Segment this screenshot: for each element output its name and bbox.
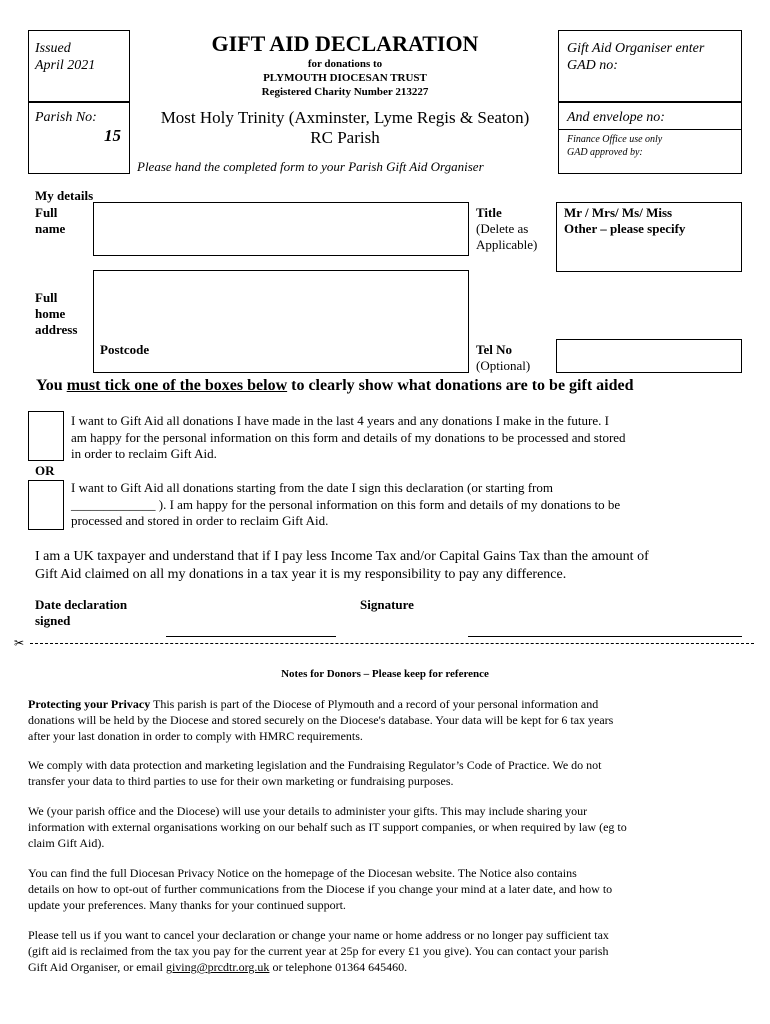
gift-aid-from-date-text: I want to Gift Aid all donations starting from the date I sign this declaration (or starting from _____________ ). I am happy for the personal information on this form and details of my donations to be processed and stored in order to reclaim Gift Aid. <box>71 480 621 528</box>
parish-name: Most Holy Trinity (Axminster, Lyme Regis & Seaton) RC Parish <box>160 108 530 147</box>
organiser-label: Gift Aid Organiser enter GAD no: <box>567 41 705 73</box>
signature-line[interactable] <box>468 636 742 637</box>
title-label: Title (Delete as Applicable) <box>476 205 538 252</box>
signature-label: Signature <box>360 597 414 612</box>
form-title: GIFT AID DECLARATION <box>211 31 479 56</box>
address-field[interactable] <box>93 270 469 373</box>
envelope-divider <box>558 129 742 130</box>
notes-compliance: We comply with data protection and marketing legislation and the Fundraising Regulator’s Code of Practice. We do not transfer your data to third parties to use for their own marketing or fundraising purposes. <box>28 758 602 788</box>
envelope-label: And envelope no: <box>567 110 665 125</box>
hand-in-note: Please hand the completed form to your Parish Gift Aid Organiser <box>137 159 484 174</box>
notes-heading: Notes for Donors – Please keep for reference <box>281 668 489 680</box>
tel-field[interactable] <box>556 339 742 373</box>
date-signed-line[interactable] <box>166 636 336 637</box>
full-name-label: Full name <box>35 205 66 236</box>
cut-line <box>30 643 754 644</box>
finance-office-note: Finance Office use only GAD approved by: <box>567 134 663 158</box>
gift-aid-from-date-checkbox[interactable] <box>28 480 64 530</box>
notes-cancel: Please tell us if you want to cancel your declaration or change your name or home address or no longer pay sufficient tax (gift aid is reclaimed from the tax you pay for the current year at 25p for every £1 you give). You can contact your parish Gift Aid Organiser, or email giving@prcdtr.org.uk or telephone 01364 645460. <box>28 928 609 974</box>
tel-label: Tel No (Optional) <box>476 342 531 373</box>
parish-no-value: 15 <box>104 126 121 145</box>
postcode-label: Postcode <box>100 342 150 357</box>
title-subtext-1: for donations to <box>307 58 383 70</box>
title-subtext-3: Registered Charity Number 213227 <box>261 86 429 98</box>
notes-usage: We (your parish office and the Diocese) will use your details to administer your gifts. This may include sharing your information with external organisations working on our behalf such as IT support companies, or when required by law (eg to claim Gift Aid). <box>28 804 627 850</box>
title-options: Mr / Mrs/ Ms/ Miss Other – please specify <box>564 205 686 236</box>
or-label: OR <box>35 463 55 478</box>
issued-label: Issued April 2021 <box>35 41 96 73</box>
tick-heading: You must tick one of the boxes below to clearly show what donations are to be gift aided <box>36 377 634 394</box>
notes-privacy-notice: You can find the full Diocesan Privacy Notice on the homepage of the Diocesan website. The Notice also contains details on how to opt-out of further communications from the Diocese if you change your mind at a later date, and how to update your preferences. Many thanks for your continued support. <box>28 866 613 912</box>
gift-aid-all-checkbox[interactable] <box>28 411 64 461</box>
notes-privacy: Protecting your Privacy This parish is part of the Diocese of Plymouth and a record of your personal information and donations will be held by the Diocese and stored securely on the Diocese's database. Your data will be kept for 6 tax years after your last donation in order to comply with HMRC requirements. <box>28 697 614 743</box>
address-label: Full home address <box>35 290 78 337</box>
title-subtext-2: PLYMOUTH DIOCESAN TRUST <box>263 72 427 84</box>
scissors-icon: ✂ <box>14 636 25 650</box>
gift-aid-all-text: I want to Gift Aid all donations I have made in the last 4 years and any donations I make in the future. I am happy for the personal information on this form and details of my donations to be processed and stored in order to reclaim Gift Aid. <box>71 413 626 461</box>
my-details-heading: My details <box>35 188 94 203</box>
full-name-field[interactable] <box>93 202 469 256</box>
date-signed-label: Date declaration signed <box>35 597 128 628</box>
taxpayer-statement: I am a UK taxpayer and understand that if I pay less Income Tax and/or Capital Gains Tax than the amount of Gift Aid claimed on all my donations in a tax year it is my responsibility to pay any difference. <box>35 549 649 582</box>
parish-no-label: Parish No: <box>35 110 97 125</box>
email-link[interactable]: giving@prcdtr.org.uk <box>165 960 270 974</box>
